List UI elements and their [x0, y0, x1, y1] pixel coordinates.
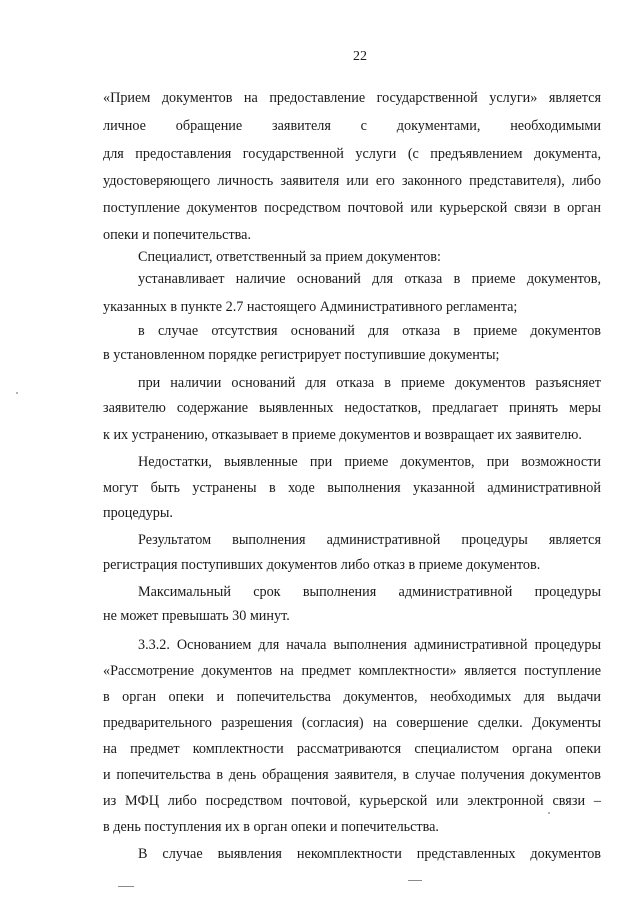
- text-line: заявителю содержание выявленных недостатков, предлагает принять меры: [103, 400, 601, 416]
- text-line: В случае выявления некомплектности представленных документов: [138, 846, 601, 862]
- text-line: при наличии оснований для отказа в приеме документов разъясняет: [138, 375, 601, 391]
- text-line: «Прием документов на предоставление государственной услуги» является: [103, 90, 601, 106]
- scan-speck: [548, 812, 550, 814]
- text-line: из МФЦ либо посредством почтовой, курьерской или электронной связи –: [103, 793, 601, 809]
- text-line: Специалист, ответственный за прием документов:: [138, 249, 441, 265]
- text-line: на предмет комплектности рассматриваются специалистом органа опеки: [103, 741, 601, 757]
- text-line: Недостатки, выявленные при приеме документов, при возможности: [138, 454, 601, 470]
- text-line: предварительного разрешения (согласия) на совершение сделки. Документы: [103, 715, 601, 731]
- text-line: в случае отсутствия оснований для отказа в приеме документов: [138, 323, 601, 339]
- scan-mark: [408, 880, 422, 881]
- text-line: для предоставления государственной услуги (с предъявлением документа,: [103, 146, 601, 162]
- page-number: 22: [353, 49, 367, 64]
- text-line: 3.3.2. Основанием для начала выполнения административной процедуры: [138, 637, 601, 653]
- text-line: указанных в пункте 2.7 настоящего Административного регламента;: [103, 299, 518, 315]
- text-line: устанавливает наличие оснований для отказа в приеме документов,: [138, 271, 601, 287]
- text-line: и попечительства в день обращения заявителя, в случае получения документов: [103, 767, 601, 783]
- text-line: процедуры.: [103, 505, 173, 521]
- text-line: «Рассмотрение документов на предмет комплектности» является поступление: [103, 663, 601, 679]
- scan-speck: [16, 392, 18, 394]
- scan-mark: [118, 886, 134, 887]
- text-line: Максимальный срок выполнения административной процедуры: [138, 584, 601, 600]
- text-line: могут быть устранены в ходе выполнения указанной административной: [103, 480, 601, 496]
- text-line: опеки и попечительства.: [103, 227, 252, 243]
- text-line: к их устранению, отказывает в приеме документов и возвращает их заявителю.: [103, 427, 582, 443]
- text-line: Результатом выполнения административной процедуры является: [138, 532, 601, 548]
- text-line: в установленном порядке регистрирует поступившие документы;: [103, 347, 500, 363]
- text-line: удостоверяющего личность заявителя или его законного представителя), либо: [103, 173, 601, 189]
- text-line: поступление документов посредством почтовой или курьерской связи в орган: [103, 200, 601, 216]
- text-line: не может превышать 30 минут.: [103, 608, 290, 624]
- text-line: в день поступления их в орган опеки и попечительства.: [103, 819, 439, 835]
- text-line: в орган опеки и попечительства документов, необходимых для выдачи: [103, 689, 601, 705]
- text-line: личное обращение заявителя с документами, необходимыми: [103, 118, 601, 134]
- text-line: регистрация поступивших документов либо отказ в приеме документов.: [103, 557, 541, 573]
